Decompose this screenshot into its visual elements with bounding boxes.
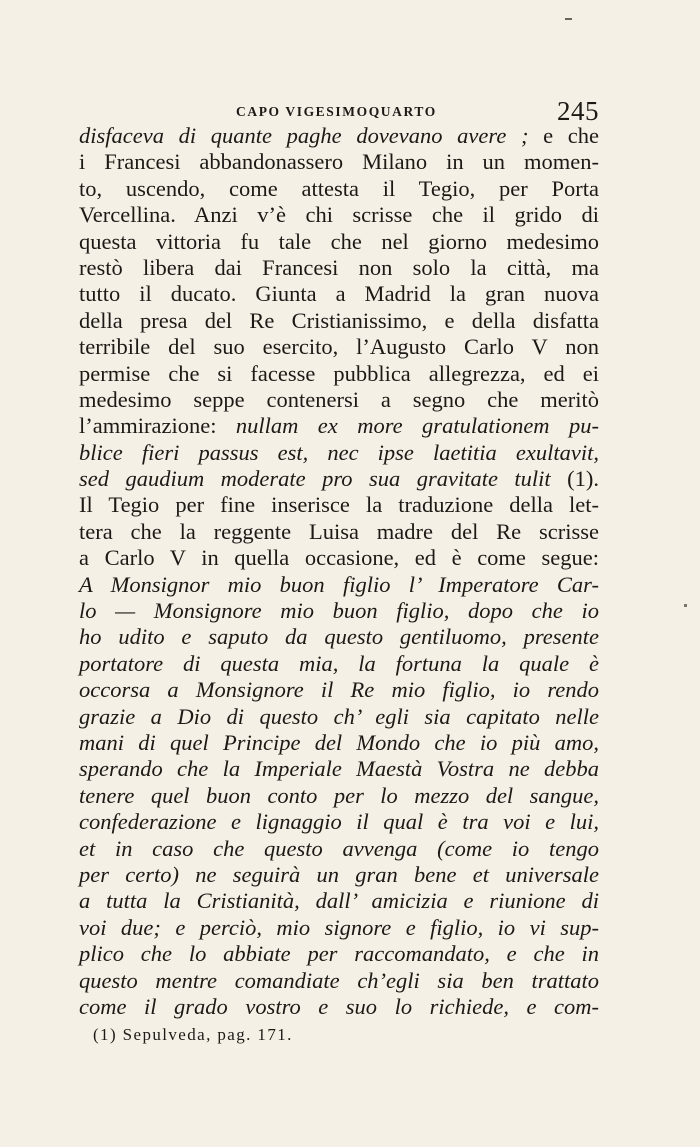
- italic-text: blice fieri passus est, nec ipse laetitia exultavit,: [79, 439, 599, 465]
- text-line: [79, 677, 599, 703]
- text-line: [79, 624, 599, 650]
- italic-text: tenere quel buon conto per lo mezzo del sangue,: [79, 782, 599, 808]
- text-line: [79, 229, 599, 255]
- roman-text: e che: [543, 123, 599, 148]
- text-line: [79, 994, 599, 1020]
- text-line: [79, 176, 599, 202]
- text-line: [79, 915, 599, 941]
- roman-text: restò libera dai Francesi non solo la città, ma: [79, 254, 599, 280]
- roman-text: tutto il ducato. Giunta a Madrid la gran nuova: [79, 281, 599, 307]
- italic-text: grazie a Dio di questo ch’ egli sia capitato nelle: [79, 703, 599, 729]
- text-line: [79, 809, 599, 835]
- body-text: [79, 123, 599, 1020]
- text-line: [79, 281, 599, 307]
- italic-text: portatore di questa mia, la fortuna la quale è: [79, 650, 599, 676]
- roman-text: to, uscendo, come attesta il Tegio, per Porta: [79, 175, 599, 201]
- roman-text: l’ammirazione:: [79, 413, 236, 439]
- text-line: [79, 545, 599, 571]
- page-speck: [565, 18, 572, 20]
- italic-text: sperando che la Imperiale Maestà Vostra ne debba: [79, 756, 599, 782]
- italic-text: sed gaudium moderate pro sua gravitate tulit: [79, 466, 568, 492]
- footnote: (1) Sepulveda, pag. 171.: [93, 1025, 293, 1044]
- text-line: [79, 255, 599, 281]
- text-line: [79, 941, 599, 967]
- italic-text: A Monsignor mio buon figlio l’ Imperatore Car-: [79, 571, 599, 597]
- text-line: [79, 572, 599, 598]
- italic-text: mani di quel Principe del Mondo che io più amo,: [79, 729, 599, 755]
- text-line: [79, 387, 599, 413]
- roman-text: (1).: [567, 466, 599, 492]
- roman-text: a Carlo V in quella occasione, ed è come segue:: [79, 545, 599, 571]
- text-line: [79, 334, 599, 360]
- text-line: [79, 466, 599, 492]
- text-line: [79, 361, 599, 387]
- text-line: [79, 413, 599, 439]
- text-line: [79, 783, 599, 809]
- text-line: [79, 730, 599, 756]
- text-line: [79, 440, 599, 466]
- text-line: [79, 123, 599, 149]
- text-line: [79, 968, 599, 994]
- roman-text: Il Tegio per fine inserisce la traduzione della let-: [79, 492, 599, 518]
- italic-text: lo — Monsignore mio buon figlio, dopo che io: [79, 598, 599, 624]
- roman-text: della presa del Re Cristianissimo, e della disfatta: [79, 307, 599, 333]
- italic-text: voi due; e perciò, mio signore e figlio, io vi sup-: [79, 914, 599, 940]
- italic-text: a tutta la Cristianità, dall’ amicizia e riunione di: [79, 888, 599, 914]
- text-line: [79, 704, 599, 730]
- text-line: [79, 308, 599, 334]
- text-line: [79, 756, 599, 782]
- roman-text: permise che si facesse pubblica allegrezza, ed ei: [79, 360, 599, 386]
- italic-text: occorsa a Monsignore il Re mio figlio, io rendo: [79, 677, 599, 703]
- text-line: [79, 202, 599, 228]
- text-line: [79, 836, 599, 862]
- roman-text: i Francesi abbandonassero Milano in un momen-: [79, 149, 599, 175]
- text-line: [79, 651, 599, 677]
- running-head: CAPO VIGESIMOQUARTO: [236, 104, 437, 119]
- italic-text: per certo) ne seguirà un gran bene et universale: [79, 861, 599, 887]
- text-line: [79, 519, 599, 545]
- italic-text: plico che lo abbiate per raccomandato, e che in: [79, 941, 599, 967]
- italic-text: ho udito e saputo da questo gentiluomo, presente: [79, 624, 599, 650]
- text-line: [79, 492, 599, 518]
- italic-text: disfaceva di quante paghe dovevano avere ;: [79, 123, 544, 148]
- page-number: 245: [557, 96, 599, 126]
- roman-text: Vercellina. Anzi v’è chi scrisse che il grido di: [79, 202, 599, 228]
- text-line: [79, 862, 599, 888]
- roman-text: medesimo seppe contenersi a segno che meritò: [79, 386, 599, 412]
- text-line: [79, 888, 599, 914]
- text-line: [79, 149, 599, 175]
- italic-text: confederazione e lignaggio il qual è tra voi e lui,: [79, 809, 599, 835]
- italic-text: questo mentre comandiate ch’egli sia ben trattato: [79, 967, 599, 993]
- page-speck: [684, 604, 687, 607]
- italic-text: et in caso che questo avvenga (come io tengo: [79, 835, 599, 861]
- italic-text: nullam ex more gratulationem pu-: [235, 413, 599, 439]
- roman-text: terribile del suo esercito, l’Augusto Carlo V non: [79, 334, 599, 360]
- roman-text: questa vittoria fu tale che nel giorno medesimo: [79, 228, 599, 254]
- italic-text: come il grado vostro e suo lo richiede, e com-: [79, 993, 599, 1019]
- roman-text: tera che la reggente Luisa madre del Re scrisse: [79, 518, 599, 544]
- text-line: [79, 598, 599, 624]
